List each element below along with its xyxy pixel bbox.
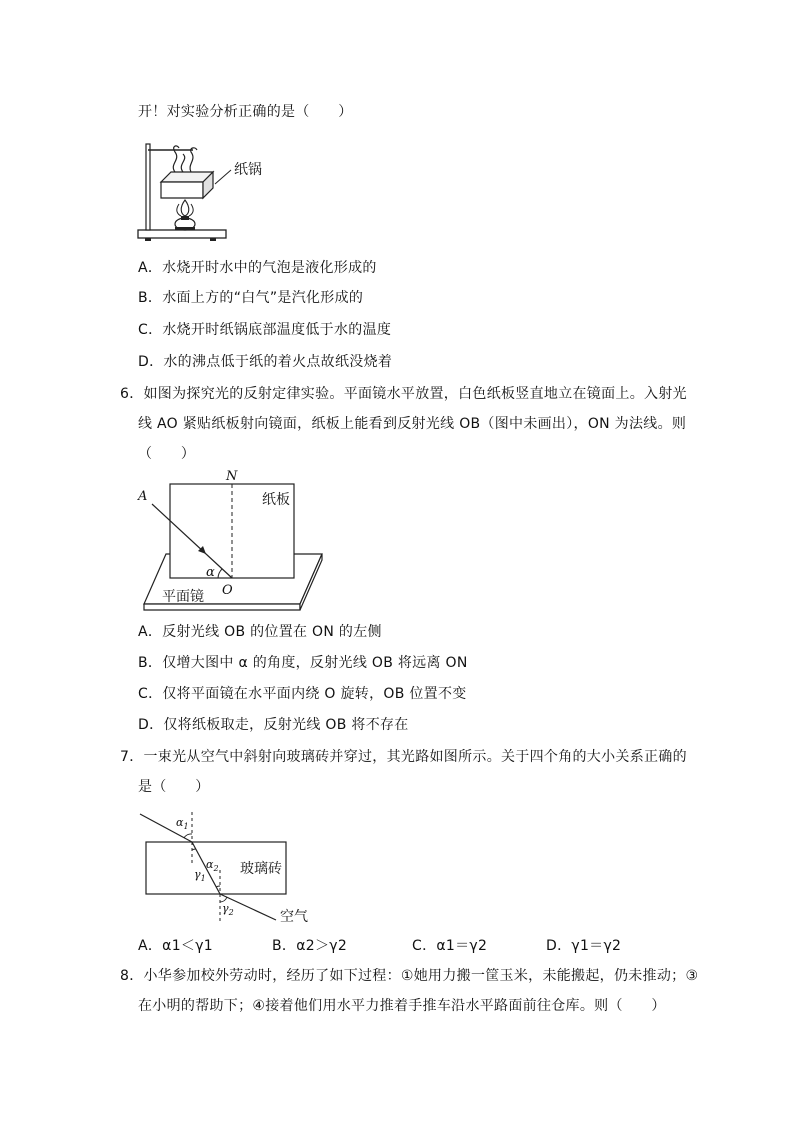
q7-label-glass: 玻璃砖 <box>240 861 282 877</box>
q6-option-a: A．反射光线 OB 的位置在 ON 的左侧 <box>138 624 382 640</box>
q7-label-gamma1: $\gamma_1$ <box>194 868 206 883</box>
q5-option-a: A．水烧开时水中的气泡是液化形成的 <box>138 260 377 276</box>
q7-option-d: D．γ1＝γ2 <box>546 938 622 954</box>
q6-label-n: N <box>226 469 238 484</box>
q6-label-board: 纸板 <box>262 492 290 508</box>
q6-label-alpha: α <box>206 565 215 580</box>
q7-stem-line1: 7．一束光从空气中斜射向玻璃砖并穿过，其光路如图所示。关于四个角的大小关系正确的 <box>120 749 687 765</box>
q7-stem-line2: 是（ ） <box>138 779 210 795</box>
q8-stem-line2: 在小明的帮助下；④接着他们用水平力推着手推车沿水平路面前往仓库。则（ ） <box>138 998 666 1014</box>
q6-option-c: C．仅将平面镜在水平面内绕 O 旋转，OB 位置不变 <box>138 686 467 702</box>
q7-label-gamma2: $\gamma_2$ <box>222 902 234 917</box>
q6-option-b: B．仅增大图中 α 的角度，反射光线 OB 将远离 ON <box>138 655 468 671</box>
q6-label-mirror: 平面镜 <box>162 589 204 605</box>
q7-refraction-figure <box>136 808 336 928</box>
q7-label-alpha1: $\alpha_1$ <box>176 816 189 831</box>
q6-option-d: D．仅将纸板取走，反射光线 OB 将不存在 <box>138 717 409 733</box>
q7-option-c: C．α1＝γ2 <box>412 938 488 954</box>
q5-figure-label: 纸锅 <box>234 162 262 178</box>
q5-option-d: D．水的沸点低于纸的着火点故纸没烧着 <box>138 354 393 370</box>
q6-label-o: O <box>222 583 233 598</box>
q6-label-a: A <box>138 489 148 504</box>
q5-option-b: B．水面上方的“白气”是汽化形成的 <box>138 290 364 306</box>
q6-reflection-figure <box>136 468 336 618</box>
q5-paper-pot-figure <box>135 142 265 242</box>
q6-stem-line3: （ ） <box>138 446 196 462</box>
q7-option-a: A．α1＜γ1 <box>138 938 214 954</box>
q5-stem-tail: 开！对实验分析正确的是（ ） <box>138 104 353 120</box>
q8-stem-line1: 8．小华参加校外劳动时，经历了如下过程：①她用力搬一筐玉米，未能搬起，仍未推动；③ <box>120 968 699 984</box>
q6-stem-line2: 线 AO 紧贴纸板射向镜面，纸板上能看到反射光线 OB（图中未画出），ON 为法线。则 <box>138 416 687 432</box>
q6-stem-line1: 6．如图为探究光的反射定律实验。平面镜水平放置，白色纸板竖直地立在镜面上。入射光 <box>120 386 687 402</box>
q7-option-b: B．α2＞γ2 <box>272 938 348 954</box>
q7-label-alpha2: $\alpha_2$ <box>206 858 219 873</box>
q7-label-air: 空气 <box>280 909 308 925</box>
q5-option-c: C．水烧开时纸锅底部温度低于水的温度 <box>138 322 392 338</box>
